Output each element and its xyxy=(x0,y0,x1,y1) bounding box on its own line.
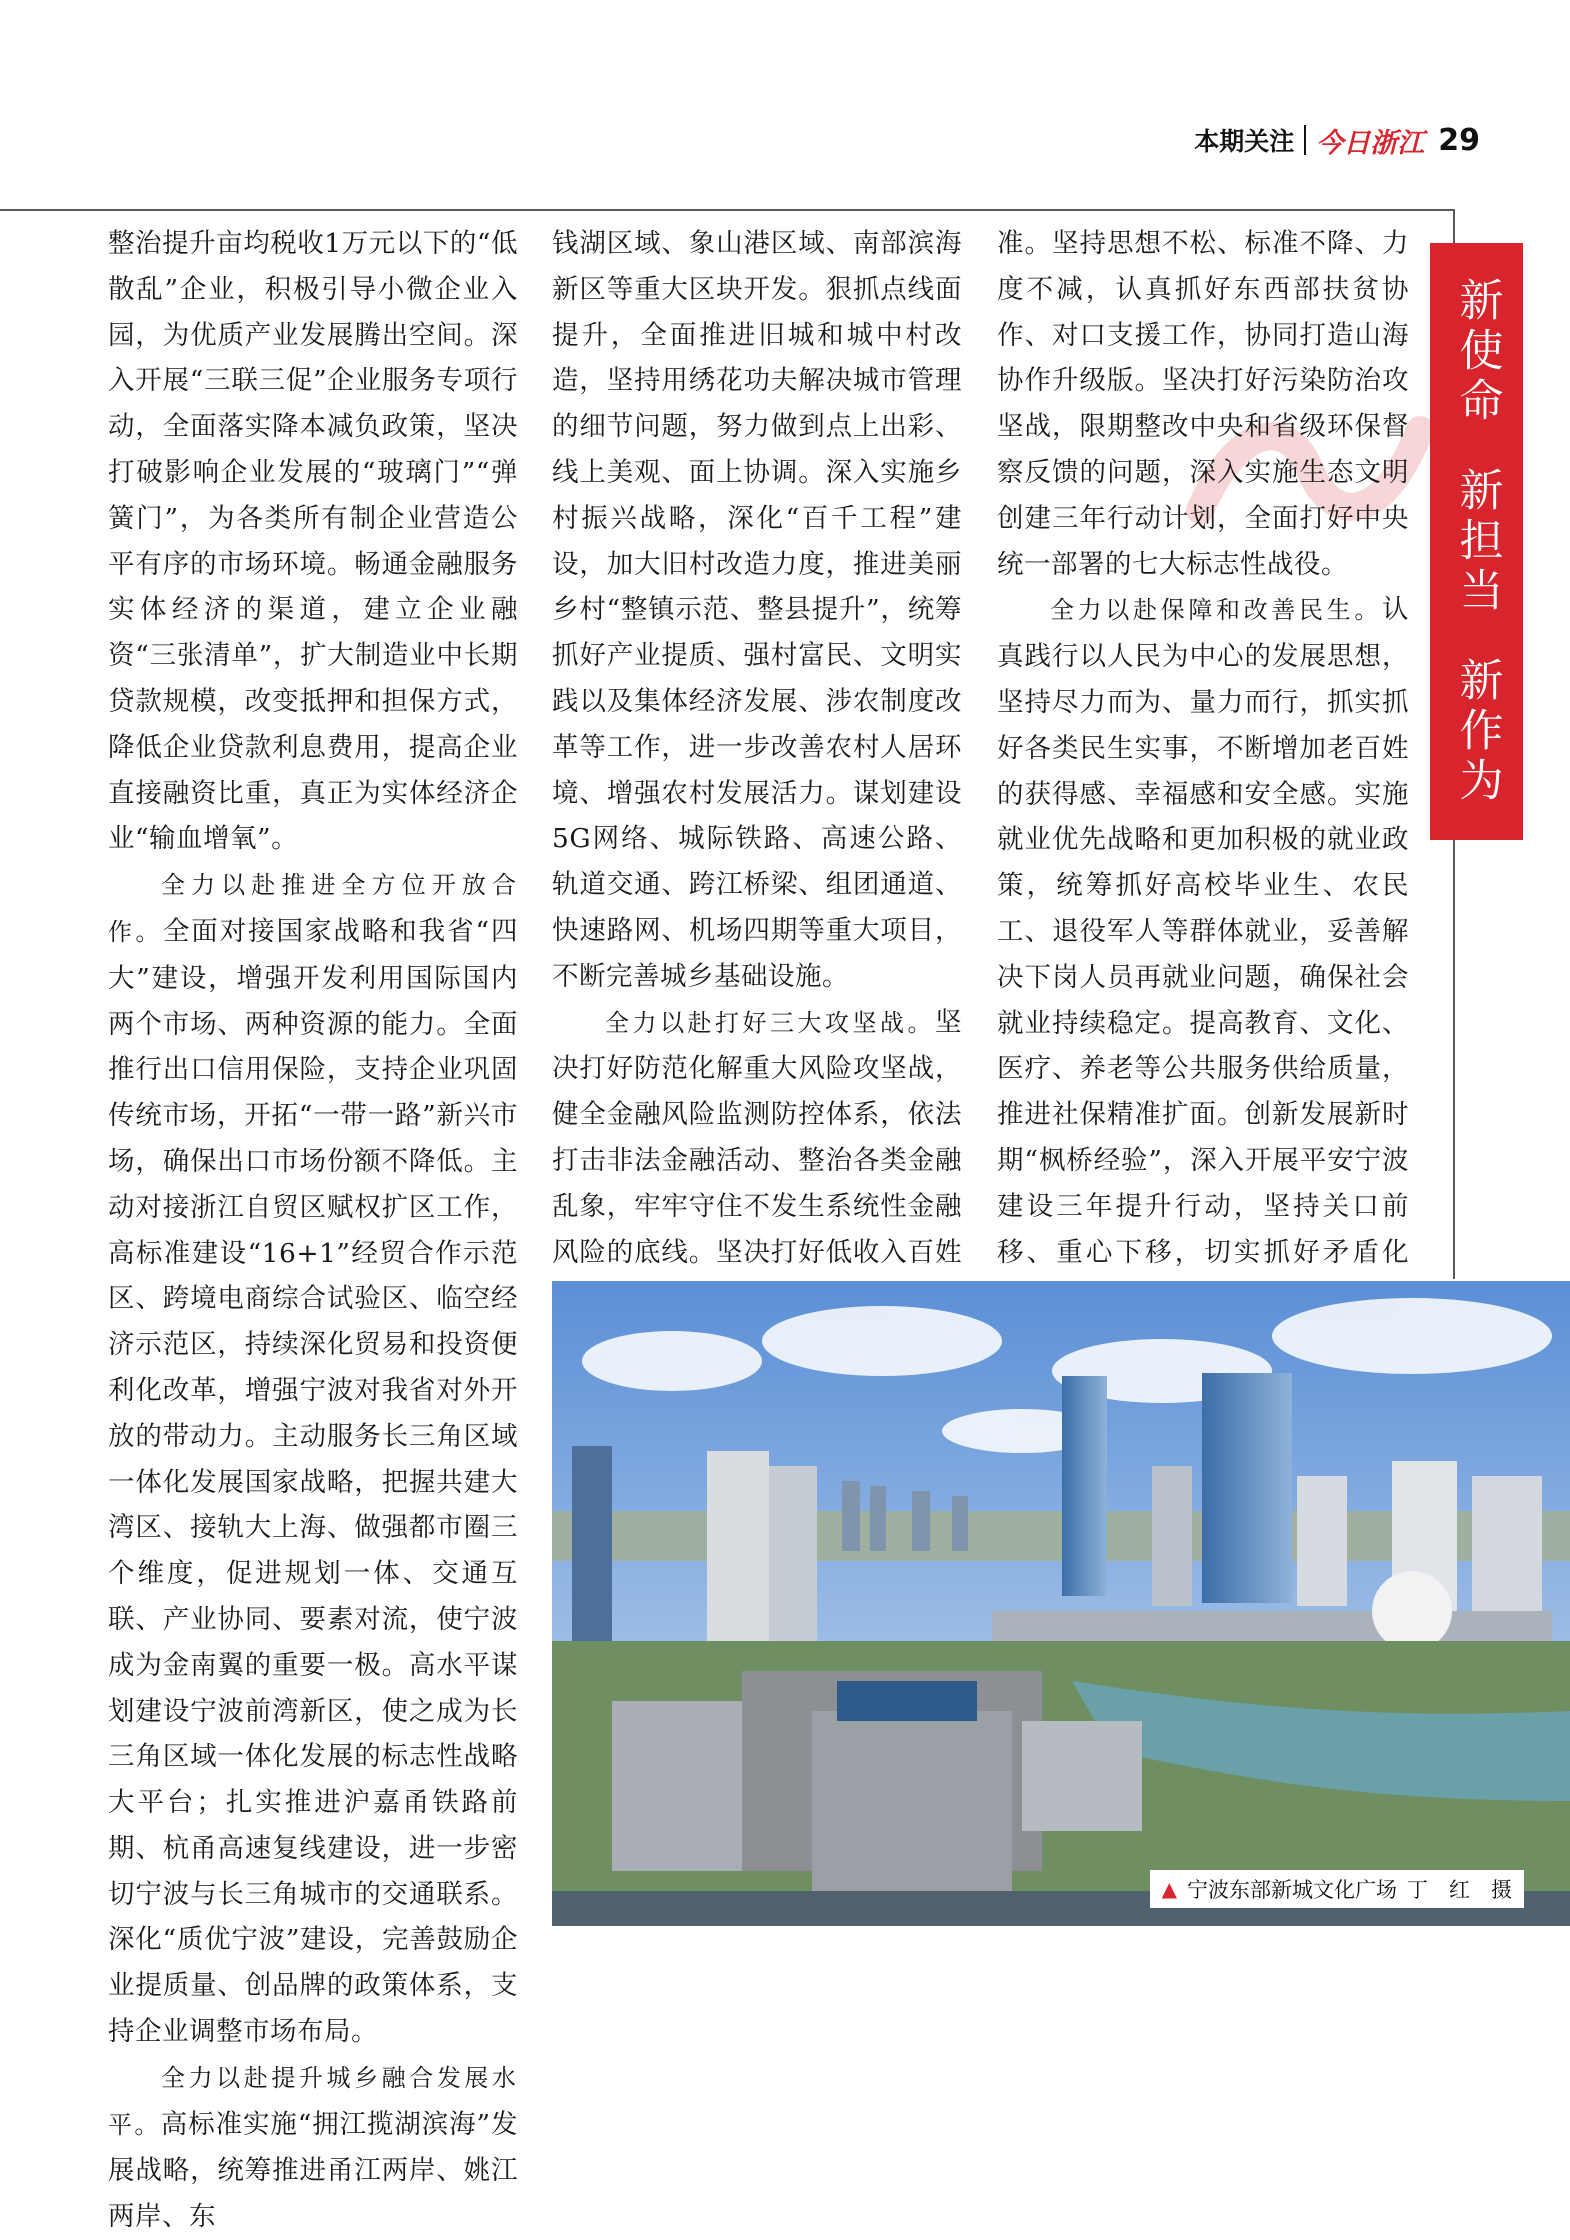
header-divider xyxy=(1304,125,1306,155)
page-number: 29 xyxy=(1438,122,1480,158)
article-column-2 xyxy=(552,221,962,1413)
photo-credit: 丁 红 摄 xyxy=(1407,1878,1512,1902)
section-lead: 全力以赴推进全方位开放合作。 xyxy=(108,871,518,946)
top-rule xyxy=(0,209,1455,211)
section-lead: 全力以赴提升城乡融合发展水平。 xyxy=(108,2063,518,2139)
article-column-1 xyxy=(108,221,518,2240)
page-header xyxy=(1140,118,1480,162)
section-title: 本期关注 xyxy=(1194,127,1295,156)
banner-phrase: 新使命 xyxy=(1451,276,1503,427)
paragraph-body: 认真践行以人民为中心的发展思想，坚持尽力而为、量力而行，抓实抓好各类民生实事，不断增加老百姓的获得感、幸福感和安全感。实施就业优先战略和更加积极的就业政策，统筹抓好高校毕业生、农民工、退役军人等群体就业，妥善解决下岗人员再就业问题，确保社会就业持续稳定。提高教育、文化、医疗、养老等公共服务供给质量，推进社保精准扩面。创新发展新时期“枫桥经验”，深入开展平安宁波建设三年提升行动，坚持关口前移、重心下移，切实抓好矛盾化 xyxy=(997,594,1409,1268)
caption-text: 宁波东部新城文化广场 xyxy=(1187,1878,1397,1902)
section-lead: 全力以赴打好三大攻坚战。 xyxy=(605,1008,935,1037)
cityscape-illustration xyxy=(552,1281,1570,1926)
banner-phrase: 新担当 xyxy=(1451,466,1503,617)
city-photo xyxy=(552,1281,1570,1926)
banner-phrase: 新作为 xyxy=(1451,656,1503,807)
paragraph-body: 高标准实施“拥江揽湖滨海”发展战略，统筹推进甬江两岸、姚江两岸、东 xyxy=(108,2108,518,2233)
magazine-logo: 今日浙江 xyxy=(1316,127,1425,159)
paragraph: 钱湖区域、象山港区域、南部滨海新区等重大区块开发。狠抓点线面提升，全面推进旧城和城中村改造，坚持用绣花功夫解决城市管理的细节问题，努力做到点上出彩、线上美观、面上协调。深入实施乡村振兴战略，深化“百千工程”建设，加大旧村改造力度，推进美丽乡村“整镇示范、整县提升”，统筹抓好产业提质、强村富民、文明实践以及集体经济发展、涉农制度改革等工作，进一步改善农村人居环境、增强农村发展活力。谋划建设5G网络、城际铁路、高速公路、轨道交通、跨江桥梁、组团通道、快速路网、机场四期等重大项目，不断完善城乡基础设施。 xyxy=(552,228,962,992)
paragraph-body: 坚决打好防范化解重大风险攻坚战，健全金融风险监测防控体系，依法打击非法金融活动、整治各类金融乱象，牢牢守住不发生系统性金融风险的底线。坚决打好低收入百姓 xyxy=(552,1006,962,1268)
section-lead: 全力以赴保障和改善民生。 xyxy=(1050,596,1382,625)
paragraph xyxy=(108,2055,518,2240)
paragraph: 整治提升亩均税收1万元以下的“低散乱”企业，积极引导小微企业入园，为优质产业发展腾出空间。深入开展“三联三促”企业服务专项行动，全面落实降本减负政策，坚决打破影响企业发展的“玻璃门”“弹簧门”，为各类所有制企业营造公平有序的市场环境。畅通金融服务实体经济的渠道，建立企业融资“三张清单”，扩大制造业中长期贷款规模，改变抵押和担保方式，降低企业贷款利息费用，提高企业直接融资比重，真正为实体经济企业“输血增氧”。 xyxy=(108,228,518,855)
article-column-3 xyxy=(997,221,1409,1413)
paragraph: 准。坚持思想不松、标准不降、力度不减，认真抓好东西部扶贫协作、对口支援工作，协同打造山海协作升级版。坚决打好污染防治攻坚战，限期整改中央和省级环保督察反馈的问题，深入实施生态文明创建三年行动计划，全面打好中央统一部署的七大标志性战役。 xyxy=(997,228,1409,580)
paragraph xyxy=(108,862,518,2055)
theme-banner xyxy=(1430,243,1523,840)
photo-caption xyxy=(1150,1870,1524,1908)
caption-triangle-icon: ▲ xyxy=(1161,1877,1177,1901)
paragraph-body: 全面对接国家战略和我省“四大”建设，增强开发利用国际国内两个市场、两种资源的能力。全面推行出口信用保险，支持企业巩固传统市场，开拓“一带一路”新兴市场，确保出口市场份额不降低。主动对接浙江自贸区赋权扩区工作，高标准建设“16+1”经贸合作示范区、跨境电商综合试验区、临空经济示范区，持续深化贸易和投资便利化改革，增强宁波对我省对外开放的带动力。主动服务长三角区域一体化发展国家战略，把握共建大湾区、接轨大上海、做强都市圈三个维度，促进规划一体、交通互联、产业协同、要素对流，使宁波成为金南翼的重要一极。高水平谋划建设宁波前湾新区，使之成为长三角区域一体化发展的标志性战略大平台；扎实推进沪嘉甬铁路前期、杭甬高速复线建设，进一步密切宁波与长三角城市的交通联系。深化“质优宁波”建设，完善鼓励企业提质量、创品牌的政策体系，支持企业调整市场布局。 xyxy=(108,915,518,2048)
